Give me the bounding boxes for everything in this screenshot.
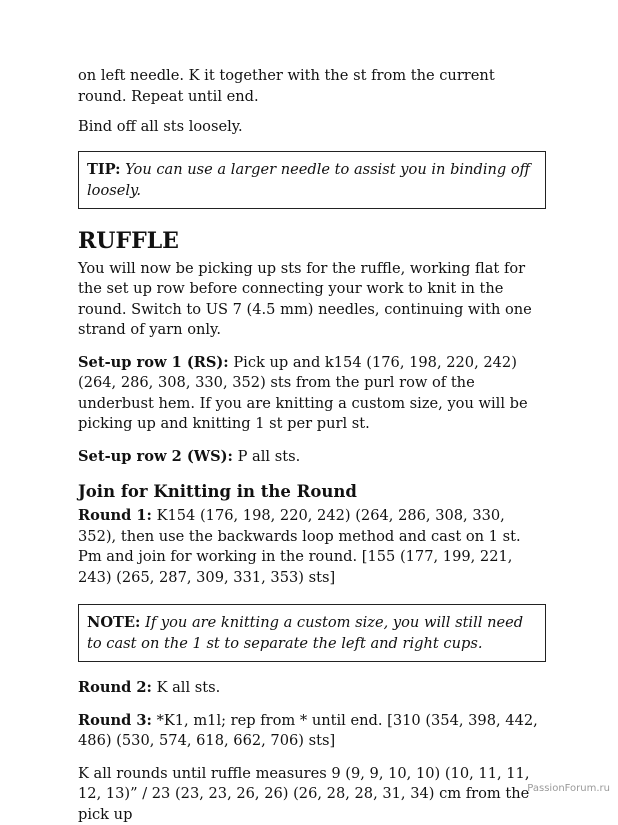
round-3-label: Round 3: [78, 712, 152, 729]
round-1-label: Round 1: [78, 507, 152, 524]
watermark: PassionForum.ru [527, 783, 610, 794]
ruffle-intro: You will now be picking up sts for the ruffle, working flat for the set up row before connecting your work to knit in the round. Switch to US 7 (4.5 mm) needles, continuing with one strand of yarn only. [78, 259, 546, 341]
join-heading: Join for Knitting in the Round [78, 481, 546, 503]
setup-row-2 [78, 447, 546, 468]
note-label: NOTE: [87, 614, 140, 631]
tip-text: You can use a larger needle to assist you in binding off loosely. [87, 161, 530, 199]
setup-row-1-text: Pick up and k154 (176, 198, 220, 242) (264, 286, 308, 330, 352) sts from the purl row of the underbust hem. If you are knitting a custom size, you will be picking up and knitting 1 st per purl st. [78, 354, 528, 433]
round-2 [78, 678, 546, 699]
round-2-text: K all sts. [157, 679, 221, 696]
round-3 [78, 711, 546, 752]
round-3-text: *K1, m1l; rep from * until end. [310 (354, 398, 442, 486) (530, 574, 618, 662, 706) sts] [78, 712, 538, 750]
final-paragraph: K all rounds until ruffle measures 9 (9, 9, 10, 10) (10, 11, 11, 12, 13)” / 23 (23, 23, 26, 26) (26, 28, 28, 31, 34) cm from the pick up [78, 764, 546, 825]
setup-row-1-label: Set-up row 1 (RS): [78, 354, 229, 371]
tip-box [78, 151, 546, 209]
round-1-text: K154 (176, 198, 220, 242) (264, 286, 308, 330, 352), then use the backwards loop method and cast on 1 st. Pm and join for working in the round. [155 (177, 199, 221, 243) (265, 287, 309, 331, 353) sts] [78, 507, 521, 586]
note-box [78, 604, 546, 662]
document-page [78, 66, 546, 825]
setup-row-1 [78, 353, 546, 435]
bind-off-paragraph: Bind off all sts loosely. [78, 117, 546, 138]
note-text: If you are knitting a custom size, you will still need to cast on the 1 st to separate the left and right cups. [87, 614, 523, 652]
round-2-label: Round 2: [78, 679, 152, 696]
tip-label: TIP: [87, 161, 121, 178]
ruffle-heading: RUFFLE [78, 227, 546, 255]
intro-paragraph: on left needle. K it together with the st from the current round. Repeat until end. [78, 66, 546, 107]
setup-row-2-text: P all sts. [238, 448, 301, 465]
setup-row-2-label: Set-up row 2 (WS): [78, 448, 233, 465]
round-1 [78, 506, 546, 588]
